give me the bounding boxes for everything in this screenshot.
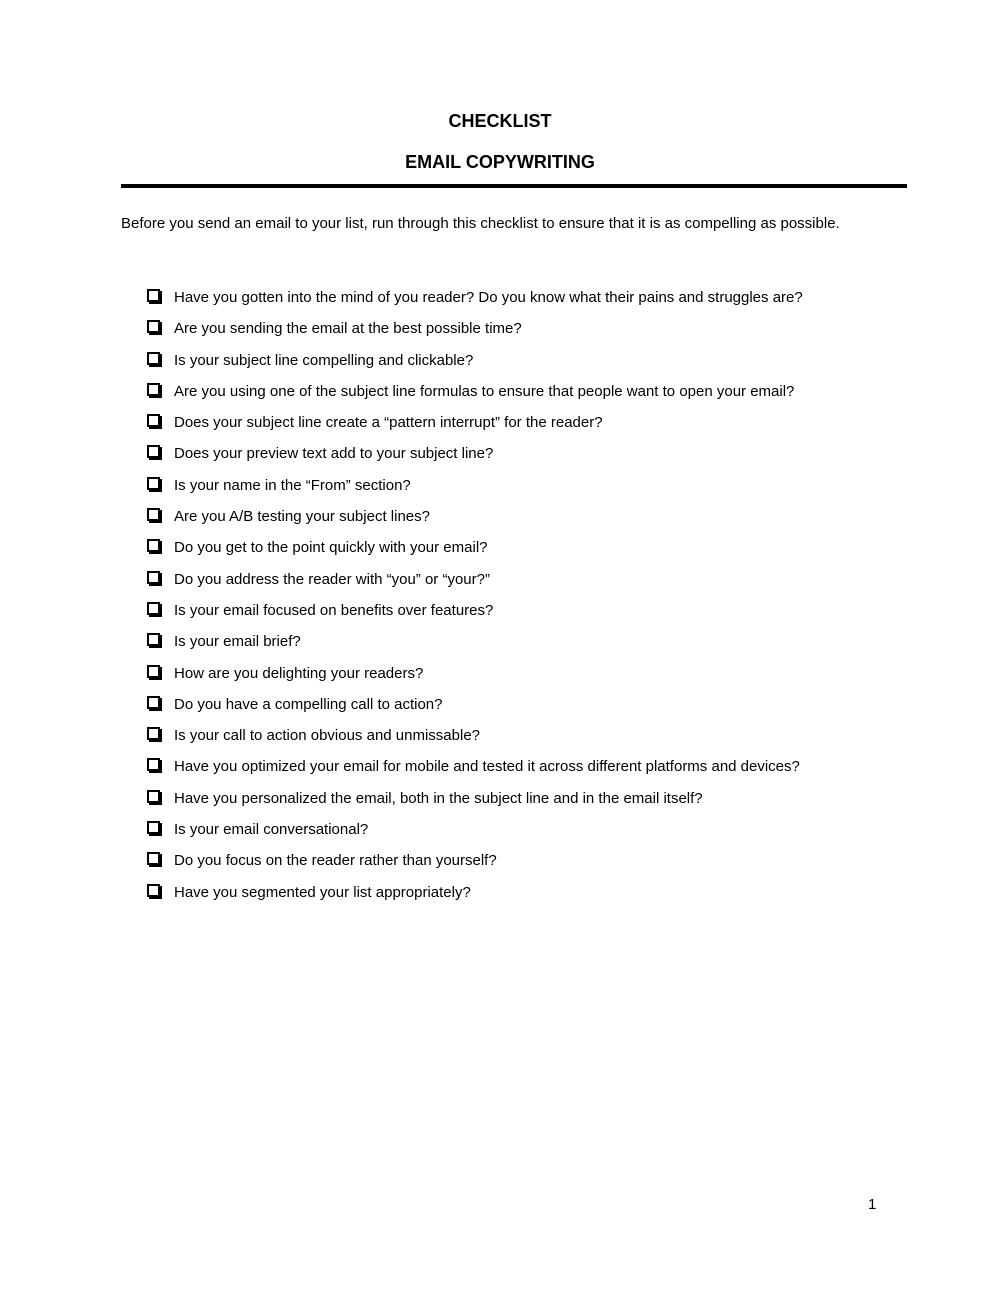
checkbox-icon[interactable]: [147, 289, 160, 302]
list-item: [147, 789, 803, 820]
item-text: Have you gotten into the mind of you reader? Do you know what their pains and struggles are?: [174, 289, 803, 306]
item-text: Are you sending the email at the best possible time?: [174, 320, 522, 338]
checkbox-icon[interactable]: [147, 852, 160, 865]
intro-paragraph: Before you send an email to your list, run through this checklist to ensure that it is as compelling as possible.: [121, 215, 840, 232]
list-item: [147, 444, 803, 475]
checklist: [147, 288, 803, 914]
item-text: Is your email brief?: [174, 633, 301, 651]
checkbox-icon[interactable]: [147, 571, 160, 584]
page-title: CHECKLIST: [448, 111, 552, 131]
checkbox-icon[interactable]: [147, 821, 160, 834]
checkbox-icon[interactable]: [147, 665, 160, 678]
list-item: [147, 883, 803, 914]
list-item: [147, 757, 803, 788]
item-text: Do you focus on the reader rather than yourself?: [174, 852, 497, 870]
page-subtitle: EMAIL COPYWRITING: [405, 152, 595, 172]
checkbox-icon[interactable]: [147, 352, 160, 365]
item-text: Do you have a compelling call to action?: [174, 695, 443, 713]
list-item: [147, 570, 803, 601]
list-item: [147, 319, 803, 350]
item-text: Are you using one of the subject line formulas to ensure that people want to open your email?: [174, 382, 795, 400]
checkbox-icon[interactable]: [147, 477, 160, 490]
list-item: [147, 382, 803, 413]
list-item: [147, 351, 803, 382]
item-text: Does your preview text add to your subject line?: [174, 445, 494, 463]
item-text: Is your email conversational?: [174, 821, 369, 839]
page-number: 1: [868, 1196, 877, 1213]
checkbox-icon[interactable]: [147, 383, 160, 396]
item-text: Do you get to the point quickly with your email?: [174, 539, 488, 557]
header-divider: [121, 184, 907, 188]
item-text: Is your call to action obvious and unmissable?: [174, 727, 481, 745]
checkbox-icon[interactable]: [147, 320, 160, 333]
item-text: Is your email focused on benefits over features?: [174, 601, 494, 619]
checkbox-icon[interactable]: [147, 696, 160, 709]
checkbox-icon[interactable]: [147, 790, 160, 803]
checkbox-icon[interactable]: [147, 602, 160, 615]
item-text: Is your name in the “From” section?: [174, 476, 411, 494]
item-text: How are you delighting your readers?: [174, 664, 424, 682]
list-item: [147, 726, 803, 757]
checkbox-icon[interactable]: [147, 633, 160, 646]
list-item: [147, 288, 803, 319]
checkbox-icon[interactable]: [147, 539, 160, 552]
list-item: [147, 601, 803, 632]
item-text: Have you personalized the email, both in the subject line and in the email itself?: [174, 789, 703, 807]
list-item: [147, 695, 803, 726]
item-text: Have you segmented your list appropriately?: [174, 883, 471, 901]
list-item: [147, 664, 803, 695]
list-item: [147, 632, 803, 663]
checkbox-icon[interactable]: [147, 727, 160, 740]
checkbox-icon[interactable]: [147, 508, 160, 521]
list-item: [147, 851, 803, 882]
checkbox-icon[interactable]: [147, 445, 160, 458]
list-item: [147, 413, 803, 444]
item-text: Have you optimized your email for mobile and tested it across different platforms and devices?: [174, 758, 800, 776]
list-item: [147, 538, 803, 569]
item-text: Does your subject line create a “pattern interrupt” for the reader?: [174, 414, 603, 432]
list-item: [147, 820, 803, 851]
checkbox-icon[interactable]: [147, 414, 160, 427]
item-text: Is your subject line compelling and clickable?: [174, 351, 474, 369]
item-text: Do you address the reader with “you” or “your?”: [174, 570, 490, 588]
list-item: [147, 476, 803, 507]
item-text: Are you A/B testing your subject lines?: [174, 508, 430, 526]
checkbox-icon[interactable]: [147, 758, 160, 771]
list-item: [147, 507, 803, 538]
checkbox-icon[interactable]: [147, 884, 160, 897]
